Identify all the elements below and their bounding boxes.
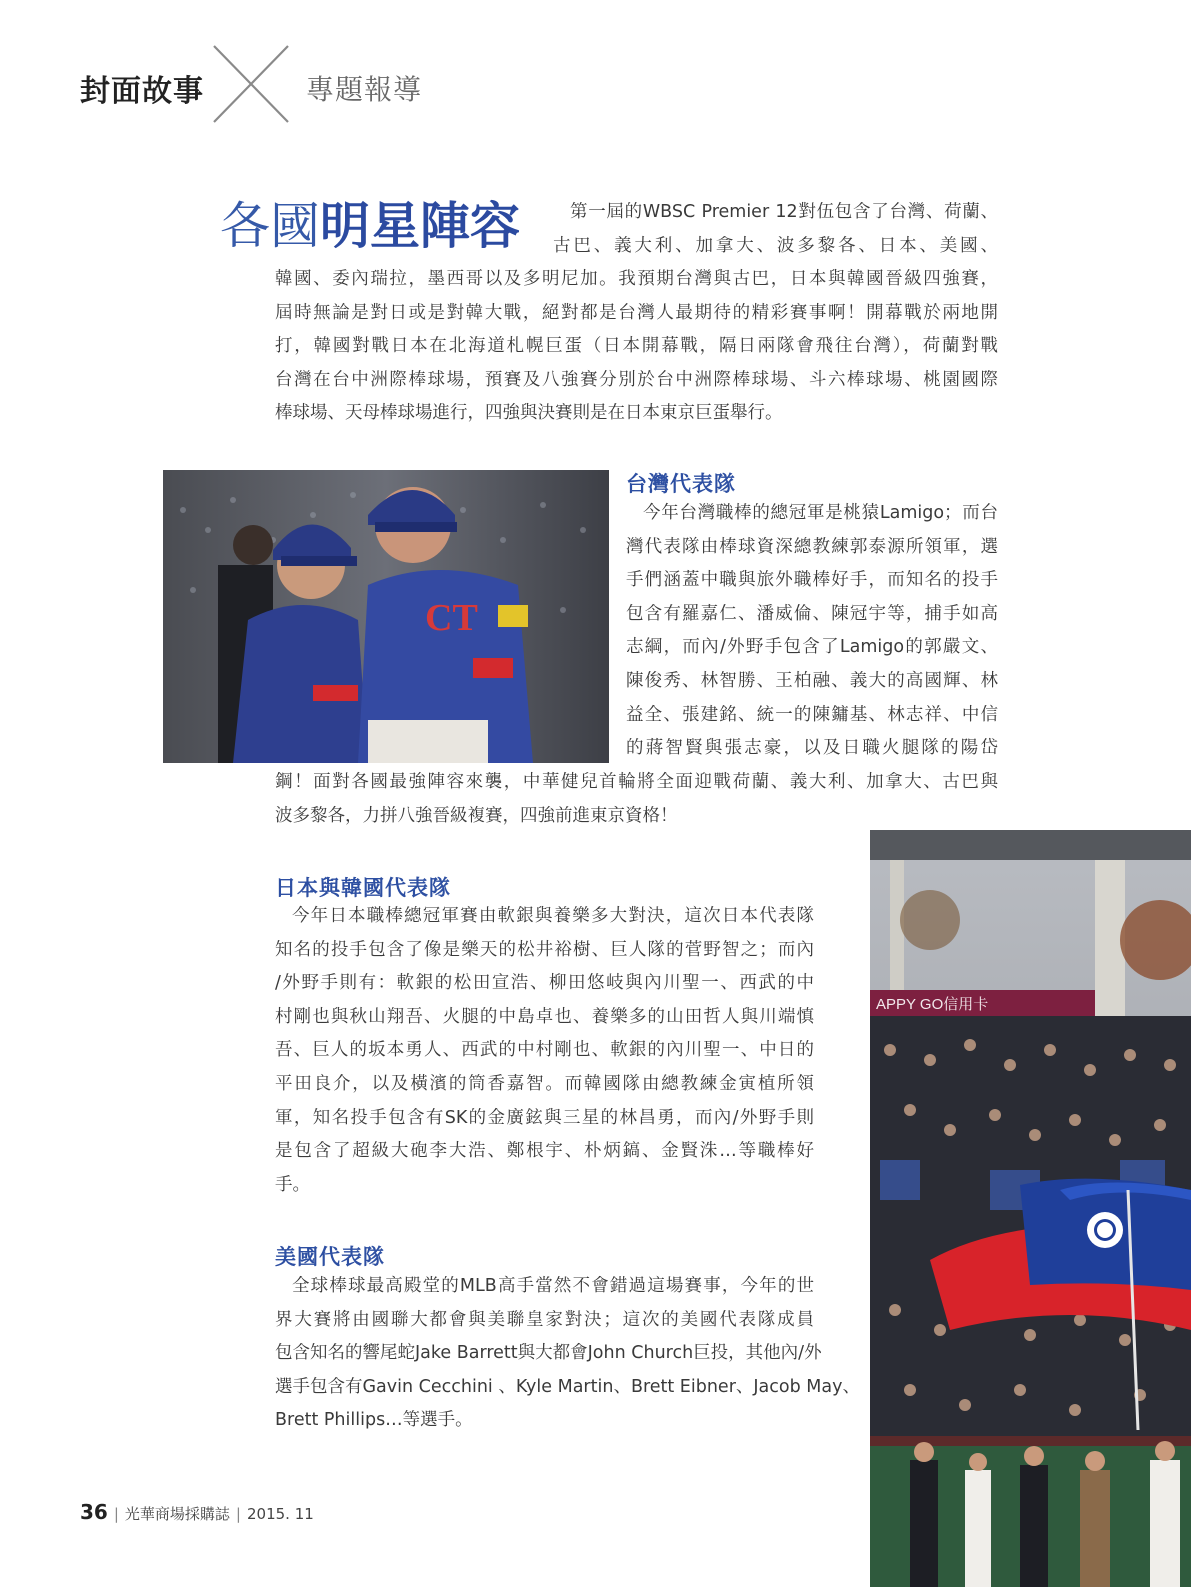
- intro-line: 第一屆的WBSC Premier 12對伍包含了台灣、荷蘭、: [570, 202, 998, 222]
- usa-lines: [275, 1270, 860, 1438]
- taiwan-line: 包含有羅嘉仁、潘威倫、陳冠宇等，捕手如高: [626, 603, 998, 624]
- usa-line: Brett Phillips…等選手。: [275, 1410, 473, 1431]
- usa-line: 包含知名的響尾蛇Jake Barrett與大都會John Church巨投，其他內/外: [275, 1343, 822, 1364]
- stadium-flag-photo: [870, 830, 1191, 1587]
- taiwan-line: 陳俊秀、林智勝、王柏融、義大的高國輝、林: [626, 670, 998, 691]
- taiwan-line: 手們涵蓋中職與旅外職棒好手，而知名的投手: [626, 570, 998, 591]
- intro-line: 棒球場、天母棒球場進行，四強與決賽則是在日本東京巨蛋舉行。: [275, 403, 783, 424]
- taiwan-line: 的蔣智賢與張志豪，以及日職火腿隊的陽岱: [626, 738, 998, 759]
- taiwan-line: 鋼！面對各國最強陣容來襲，中華健兒首輪將全面迎戰荷蘭、義大利、加拿大、古巴與: [275, 772, 998, 792]
- stadium-sign: APPY GO信用卡: [876, 996, 989, 1013]
- intro-lines-top: [553, 196, 998, 263]
- japan-korea-line: 軍，知名投手包含有SK的金廣鉉與三星的林昌勇，而內/外野手則: [275, 1107, 814, 1128]
- taiwan-lines-right: [626, 497, 998, 766]
- taiwan-lines-full: [275, 766, 998, 833]
- usa-line: 選手包含有Gavin Cecchini 、Kyle Martin、Brett Eibner、Jacob May、: [275, 1376, 860, 1397]
- section-label: 封面故事: [80, 74, 204, 109]
- intro-line: 台灣在台中洲際棒球場，預賽及八強賽分別於台中洲際棒球場、斗六棒球場、桃園國際: [275, 369, 998, 390]
- intro-line: 韓國、委內瑞拉，墨西哥以及多明尼加。我預期台灣與古巴，日本與韓國晉級四強賽，: [275, 269, 998, 289]
- magazine-name: 光華商場採購誌: [124, 1505, 230, 1523]
- title-part2: 明星陣容: [320, 197, 520, 255]
- footer-separator: |: [235, 1505, 241, 1523]
- japan-korea-line: 村剛也與秋山翔吾、火腿的中島卓也、養樂多的山田哲人與川端慎: [275, 1006, 814, 1027]
- taiwan-line: 今年台灣職棒的總冠軍是桃猿Lamigo；而台: [643, 503, 998, 523]
- page-number: 36: [80, 1500, 108, 1524]
- jersey-logo: CT: [425, 597, 478, 639]
- taiwan-line: 灣代表隊由棒球資深總教練郭泰源所領軍，選: [626, 536, 998, 557]
- japan-korea-lines: [275, 900, 814, 1202]
- taiwan-heading: 台灣代表隊: [626, 472, 736, 496]
- usa-line: 界大賽將由國聯大都會與美聯皇家對決；這次的美國代表隊成員: [275, 1309, 814, 1330]
- usa-line: 全球棒球最高殿堂的MLB高手當然不會錯過這場賽事，今年的世: [292, 1276, 814, 1296]
- japan-korea-line: 手。: [275, 1174, 310, 1195]
- footer-separator: |: [113, 1505, 119, 1523]
- article-title: [220, 196, 520, 256]
- taiwan-line: 志綱，而內/外野手包含了Lamigo的郭嚴文、: [626, 637, 998, 658]
- japan-korea-line: 今年日本職棒總冠軍賽由軟銀與養樂多大對決，這次日本代表隊: [292, 906, 814, 926]
- japan-korea-line: 是包含了超級大砲李大浩、鄭根宇、朴炳鎬、金賢洙…等職棒好: [275, 1141, 814, 1162]
- japan-korea-line: 知名的投手包含了像是樂天的松井裕樹、巨人隊的菅野智之；而內: [275, 939, 814, 960]
- taiwan-players-photo: [163, 470, 609, 763]
- japan-korea-line: /外野手則有：軟銀的松田宣浩、柳田悠岐與內川聖一、西武的中: [275, 973, 814, 994]
- japan-korea-heading: 日本與韓國代表隊: [275, 876, 451, 900]
- intro-line: 屆時無論是對日或是對韓大戰，絕對都是台灣人最期待的精彩賽事啊！開幕戰於兩地開: [275, 302, 998, 323]
- intro-lines-body: [275, 263, 998, 431]
- usa-heading: 美國代表隊: [275, 1245, 385, 1269]
- intro-line: 打，韓國對戰日本在北海道札幌巨蛋（日本開幕戰，隔日兩隊會飛往台灣），荷蘭對戰: [275, 336, 998, 357]
- intro-line: 古巴、義大利、加拿大、波多黎各、日本、美國、: [553, 235, 998, 256]
- taiwan-line: 波多黎各，力拼八強晉級複賽，四強前進東京資格！: [275, 805, 678, 826]
- japan-korea-line: 平田良介，以及橫濱的筒香嘉智。而韓國隊由總教練金寅植所領: [275, 1073, 814, 1094]
- page-footer: [80, 1500, 314, 1524]
- issue-date: 2015. 11: [246, 1505, 314, 1523]
- title-part1: 各國: [220, 197, 320, 255]
- subsection-label: 專題報導: [306, 73, 423, 106]
- japan-korea-line: 吾、巨人的坂本勇人、西武的中村剛也、軟銀的內川聖一、中日的: [275, 1040, 814, 1061]
- taiwan-line: 益全、張建銘、統一的陳鏞基、林志祥、中信: [626, 704, 998, 725]
- cross-divider-icon: [210, 44, 292, 124]
